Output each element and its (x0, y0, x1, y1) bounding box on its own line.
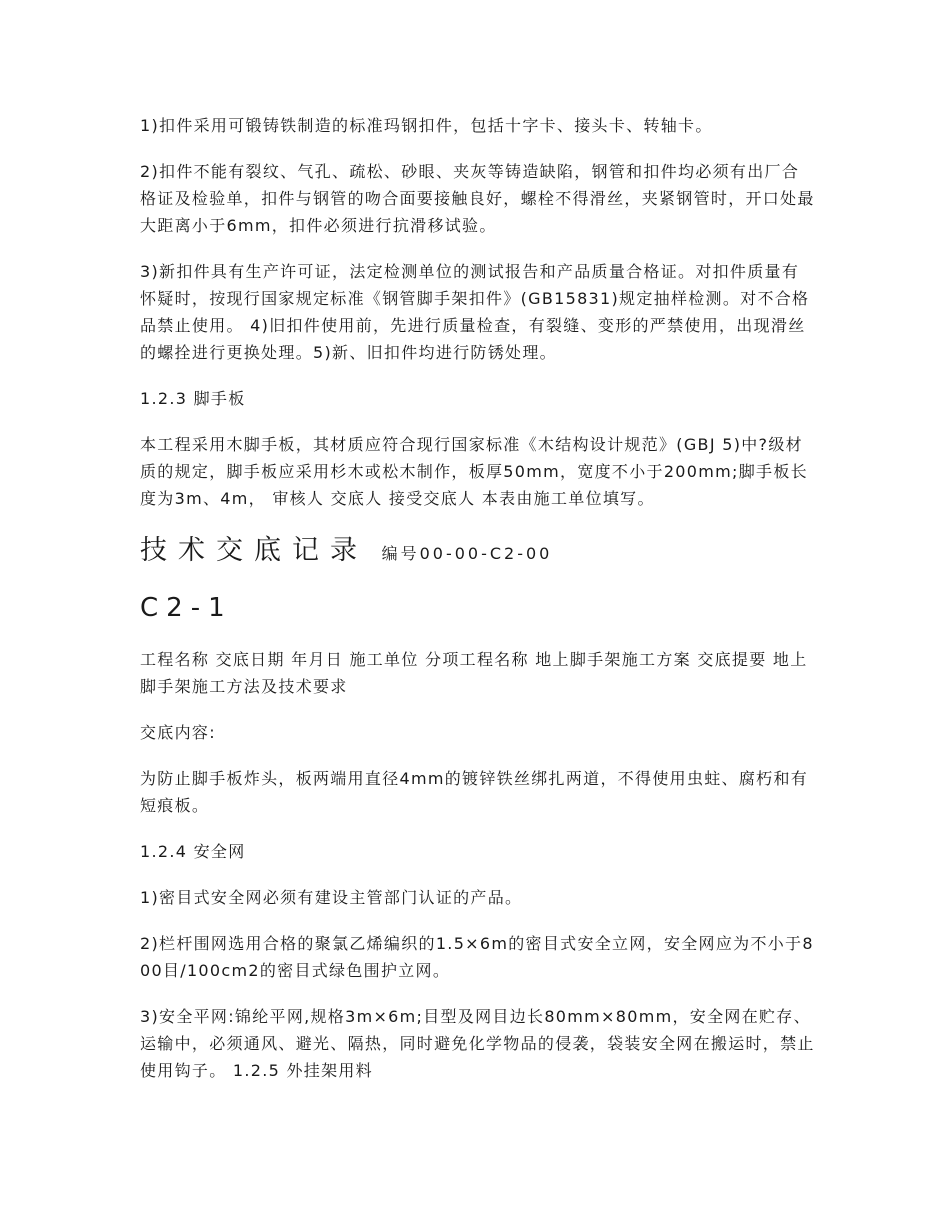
paragraph-net-certified: 1)密目式安全网必须有建设主管部门认证的产品。 (140, 888, 523, 907)
paragraph-railing-net: 2)栏杆围网选用合格的聚氯乙烯编织的1.5×6m的密目式安全立网，安全网应为不小于800目/100cm2的密目式绿色围护立网。 (140, 934, 814, 980)
paragraph-coupler-license: 3)新扣件具有生产许可证，法定检测单位的测试报告和产品质量合格证。对扣件质量有怀疑时，按现行国家规定标准《钢管脚手架扣件》(GB15831)规定抽样检测。对不合格品禁止使用。 4)旧扣件使用前，先进行质量检查，有裂缝、变形的严禁使用，出现滑丝的螺拴进行更换处理。5)新、旧扣件均进行防锈处理。 (140, 262, 810, 362)
paragraph-board-binding: 为防止脚手板炸头，板两端用直径4mm的镀锌铁丝绑扎两道，不得使用虫蛀、腐朽和有短痕板。 (140, 769, 809, 815)
record-title-line (140, 531, 815, 574)
paragraph-content-label: 交底内容: (140, 723, 216, 742)
paragraph-coupler-type: 1)扣件采用可锻铸铁制造的标准玛钢扣件，包括十字卡、接头卡、转轴卡。 (140, 116, 713, 135)
section-heading-scaffold-board: 1.2.3 脚手板 (140, 389, 246, 408)
paragraph-scaffold-board: 本工程采用木脚手板，其材质应符合现行国家标准《木结构设计规范》(GBJ 5)中?级材质的规定，脚手板应采用杉木或松木制作，板厚50mm，宽度不小于200mm;脚手板长度为3m、4m， 审核人 交底人 接受交底人 本表由施工单位填写。 (140, 435, 808, 508)
record-code: 编号00-00-C2-00 (381, 544, 553, 563)
paragraph-flat-net: 3)安全平网:锦纶平网,规格3m×6m;目型及网目边长80mm×80mm，安全网在贮存、运输中，必须通风、避光、隔热，同时避免化学物品的侵袭，袋装安全网在搬运时，禁止使用钩子。 1.2.5 外挂架用料 (140, 1007, 815, 1080)
paragraph-project-info: 工程名称 交底日期 年月日 施工单位 分项工程名称 地上脚手架施工方案 交底提要 地上脚手架施工方法及技术要求 (140, 650, 808, 696)
record-title: 技术交底记录 (140, 535, 368, 566)
section-heading-safety-net: 1.2.4 安全网 (140, 842, 246, 861)
paragraph-coupler-defects: 2)扣件不能有裂纹、气孔、疏松、砂眼、夹灰等铸造缺陷，钢管和扣件均必须有出厂合格证及检验单，扣件与钢管的吻合面要接触良好，螺栓不得滑丝，夹紧钢管时，开口处最大距离小于6mm，扣件必须进行抗滑移试验。 (140, 162, 815, 235)
document-page (140, 112, 815, 1103)
form-code: C2-1 (140, 593, 233, 623)
